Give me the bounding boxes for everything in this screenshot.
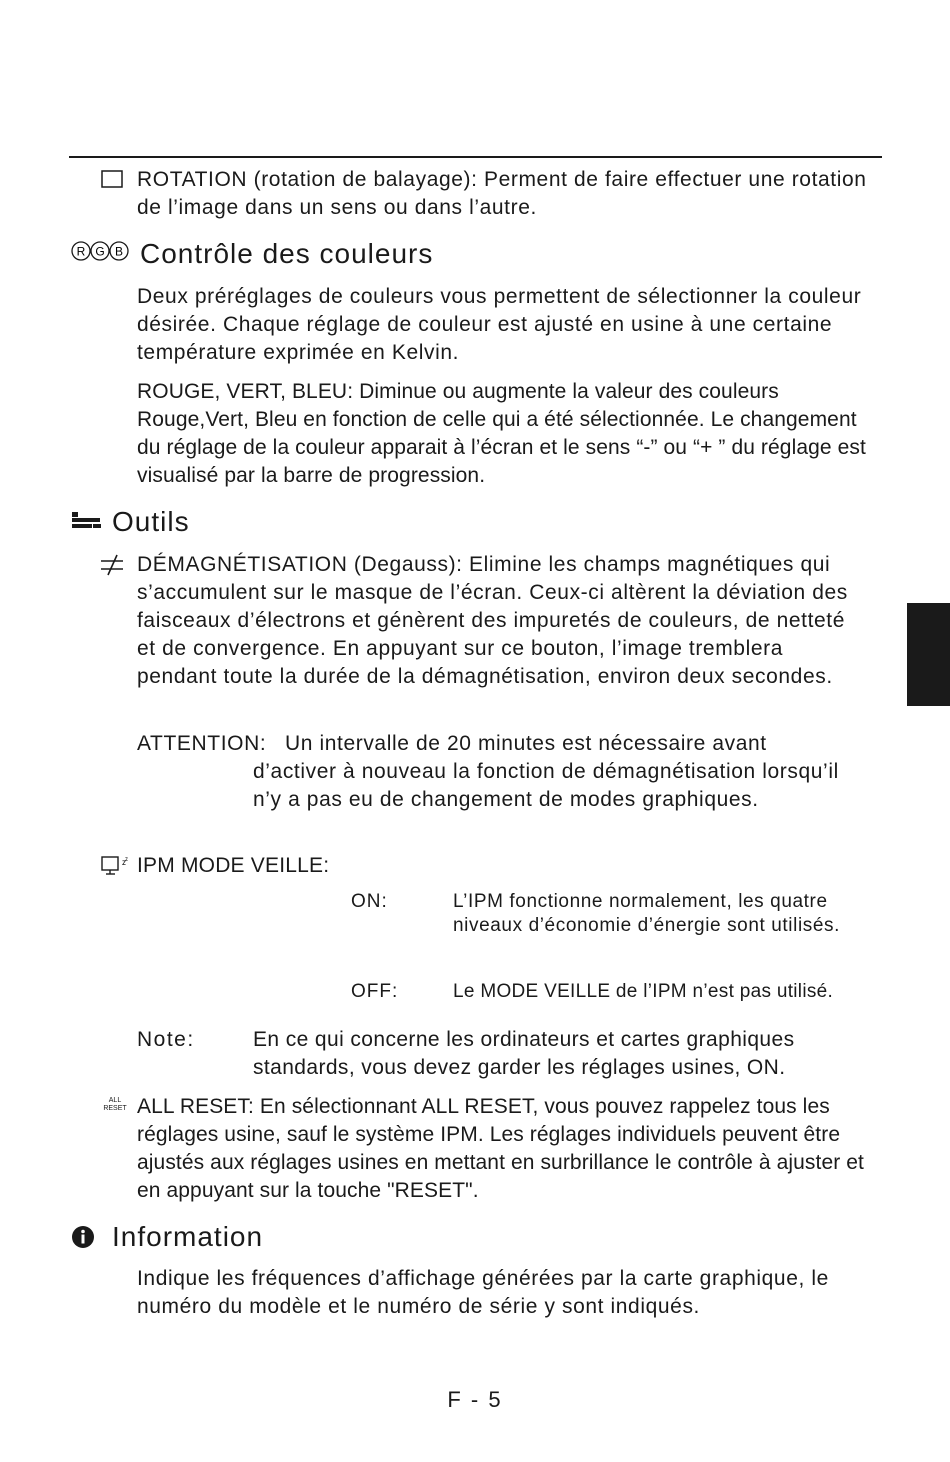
rotation-text: (rotation de balayage): Perment de faire effectuer une rotation de l’image dans un sens ou dans l’autre. — [137, 168, 867, 219]
section-tab-marker — [907, 603, 950, 706]
degauss-icon — [99, 554, 127, 576]
rotation-box-icon — [101, 170, 123, 188]
info-heading: Information — [112, 1221, 264, 1252]
tools-icon — [71, 510, 103, 532]
rgb-paragraph — [137, 378, 877, 490]
top-rule — [69, 156, 882, 158]
tools-heading: Outils — [112, 506, 190, 537]
ipm-off-label: OFF: — [351, 981, 399, 1002]
note-text: En ce qui concerne les ordinateurs et cartes graphiques standards, vous devez garder les réglages usines, ON. — [253, 1028, 795, 1079]
color-heading: Contrôle des couleurs — [140, 238, 434, 269]
degauss-text: (Degauss): Elimine les champs magnétiques qui s’accumulent sur le masque de l’écran. Ceux-ci altèrent la déviation des faisceaux d’électrons et génèrent des impuretés de couleurs, de netteté et de convergence. En appuyant sur ce bouton, l’image tremblera pendant toute la durée de la démagnétisation, environ deux secondes. — [137, 553, 848, 688]
reset-paragraph — [137, 1093, 867, 1205]
all-reset-icon-line1: ALL — [108, 1097, 122, 1104]
svg-text:G: G — [95, 244, 105, 259]
rotation-label: ROTATION — [137, 168, 248, 191]
ipm-monitor-icon — [101, 856, 129, 876]
degauss-paragraph — [137, 551, 857, 691]
degauss-label: DÉMAGNÉTISATION — [137, 553, 348, 576]
page-number: F - 5 — [447, 1387, 503, 1412]
note-label: Note: — [137, 1028, 195, 1051]
all-reset-icon — [100, 1097, 130, 1113]
reset-text: En sélectionnant ALL RESET, vous pouvez rappelez tous les réglages usine, sauf le système IPM. Les réglages individuels peuvent être ajustés aux réglages usines en mettant en surbrillance le contrôle à ajuster et en appuyant sur la touche "RESET". — [137, 1095, 864, 1202]
svg-text:z: z — [122, 858, 126, 867]
attention-label: ATTENTION: — [137, 732, 267, 755]
ipm-label: IPM MODE VEILLE: — [137, 854, 330, 877]
svg-text:B: B — [114, 244, 124, 259]
rgb-icon — [71, 240, 129, 262]
reset-label: ALL RESET: — [137, 1095, 254, 1118]
svg-text:z: z — [125, 857, 128, 863]
color-intro: Deux préréglages de couleurs vous permettent de sélectionner la couleur désirée. Chaque réglage de couleur est ajusté en usine à une certaine température exprimée en Kelvin. — [137, 285, 862, 364]
rotation-paragraph — [137, 166, 877, 222]
rgb-text: Diminue ou augmente la valeur des couleurs Rouge,Vert, Bleu en fonction de celle qui a été sélectionnée. Le changement du réglage de la couleur apparait à l’écran et le sens “-” ou “+ ” du réglage est visualisé par la barre de progression. — [137, 380, 866, 487]
rgb-label: ROUGE, VERT, BLEU: — [137, 380, 354, 403]
ipm-on-label: ON: — [351, 891, 388, 912]
info-text: Indique les fréquences d’affichage générées par la carte graphique, le numéro du modèle et le numéro de série y sont indiqués. — [137, 1267, 829, 1318]
all-reset-icon-line2: RESET — [103, 1105, 127, 1112]
svg-text:R: R — [76, 244, 86, 259]
info-icon — [71, 1225, 95, 1249]
ipm-off-text: Le MODE VEILLE de l’IPM n’est pas utilisé. — [453, 981, 834, 1002]
ipm-on-text: L’IPM fonctionne normalement, les quatre niveaux d’économie d’énergie sont utilisés. — [453, 891, 841, 936]
attention-text: Un intervalle de 20 minutes est nécessaire avant d’activer à nouveau la fonction de démagnétisation lorsqu’il n’y a pas eu de changement de modes graphiques. — [253, 732, 839, 811]
